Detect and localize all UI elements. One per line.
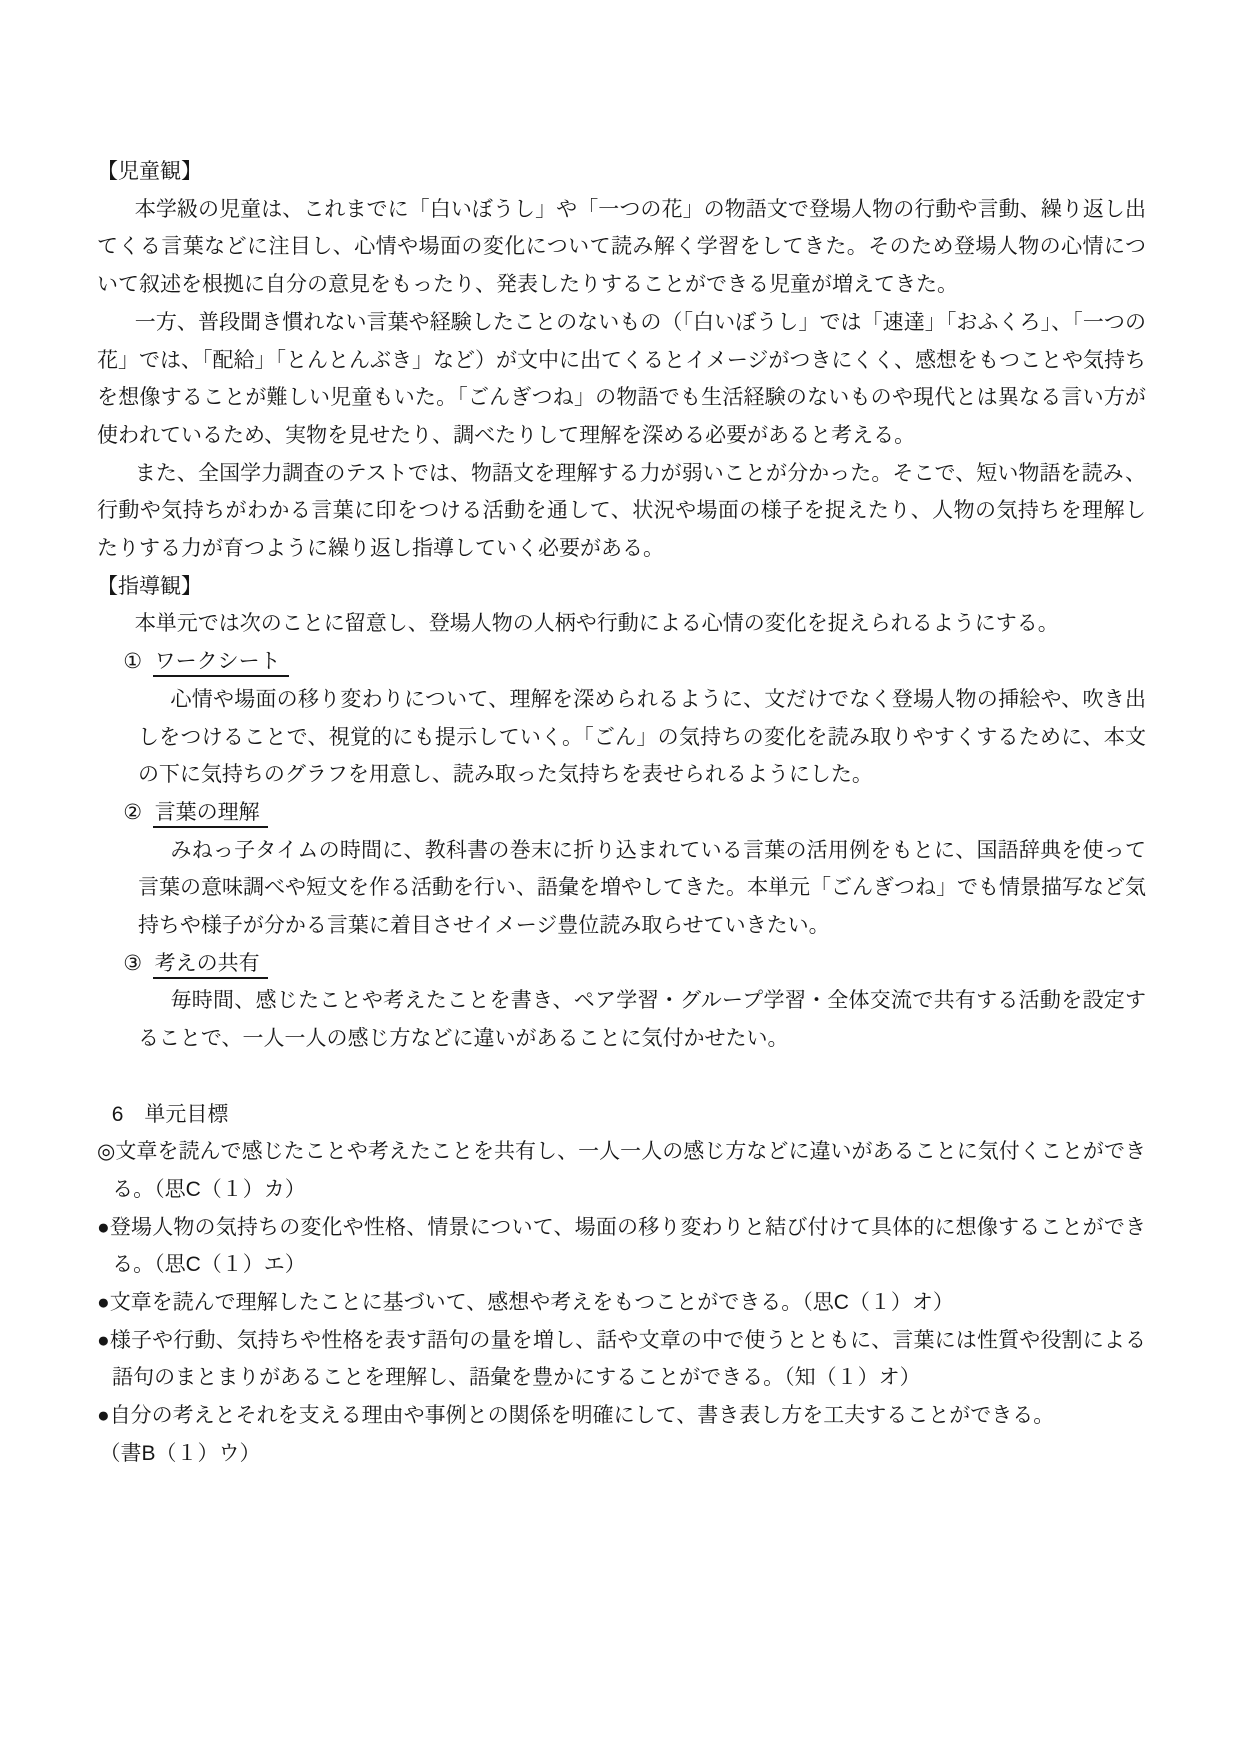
goal-item-5 xyxy=(97,1397,1146,1472)
goal-text: 登場人物の気持ちの変化や性格、情景について、場面の移り変わりと結び付けて具体的に想像することができる。（思C（１）エ） xyxy=(109,1215,1147,1277)
numbered-item-heading-2 xyxy=(123,794,1146,832)
goal-marker: ● xyxy=(97,1328,110,1352)
goals-heading: 6 単元目標 xyxy=(111,1102,229,1126)
goal-code: （書B（１）ウ） xyxy=(99,1441,261,1465)
paragraph-jidokan-1: 本学級の児童は、これまでに「白いぼうし」や「一つの花」の物語文で登場人物の行動や言動、繰り返し出てくる言葉などに注目し、心情や場面の変化について読み解く学習をしてきた。そのため登場人物の心情について叙述を根拠に自分の意見をもったり、発表したりすることができる児童が増えてきた。 xyxy=(97,197,1146,297)
goal-text: 自分の考えとそれを支える理由や事例との関係を明確にして、書き表し方を工夫することができる。 xyxy=(109,1404,1055,1428)
item-number: ① xyxy=(123,650,143,674)
item-paragraph-3: 毎時間、感じたことや考えたことを書き、ペア学習・グループ学習・全体交流で共有する活動を設定することで、一人一人の感じ方などに違いがあることに気付かせたい。 xyxy=(137,989,1146,1051)
numbered-item-heading-3 xyxy=(123,945,1146,983)
paragraph-jidokan-3: また、全国学力調査のテストでは、物語文を理解する力が弱いことが分かった。そこで、短い物語を読み、行動や気持ちがわかる言葉に印をつける活動を通して、状況や場面の様子を捉えたり、人物の気持ちを理解したりする力が育つように繰り返し指導していく必要がある。 xyxy=(97,461,1146,561)
item-number: ② xyxy=(123,800,143,824)
item-number: ③ xyxy=(123,951,143,975)
goal-marker: ● xyxy=(97,1215,110,1239)
paragraph-shidokan-intro: 本単元では次のことに留意し、登場人物の人柄や行動による心情の変化を捉えられるようにする。 xyxy=(134,612,1059,636)
goal-text: 文章を読んで理解したことに基づいて、感想や考えをもつことができる。（思C（１）オ） xyxy=(109,1291,954,1315)
section-heading-jidokan: 【児童観】 xyxy=(97,160,202,183)
goal-marker: ● xyxy=(97,1404,110,1428)
item-title: 言葉の理解 xyxy=(153,801,268,828)
goal-item-3 xyxy=(97,1284,1146,1322)
section-heading-shidokan: 【指導観】 xyxy=(97,574,202,598)
item-title: ワークシート xyxy=(153,650,289,677)
numbered-item-heading-1 xyxy=(123,643,1146,681)
goal-marker: ● xyxy=(97,1291,110,1315)
item-title: 考えの共有 xyxy=(153,952,268,979)
goal-marker: ◎ xyxy=(97,1140,116,1164)
item-paragraph-1: 心情や場面の移り変わりについて、理解を深められるように、文だけでなく登場人物の挿絵や、吹き出しをつけることで、視覚的にも提示していく。「ごん」の気持ちの変化を読み取りやすくするために、本文の下に気持ちのグラフを用意し、読み取った気持ちを表せられるようにした。 xyxy=(137,687,1146,787)
item-paragraph-2: みねっ子タイムの時間に、教科書の巻末に折り込まれている言葉の活用例をもとに、国語辞典を使って言葉の意味調べや短文を作る活動を行い、語彙を増やしてきた。本単元「ごんぎつね」でも情景描写など気持ちや様子が分かる言葉に着目させイメージ豊位読み取らせていきたい。 xyxy=(137,838,1146,938)
paragraph-jidokan-2: 一方、普段聞き慣れない言葉や経験したことのないもの（「白いぼうし」では「速達」「おふくろ」、「一つの花」では、「配給」「とんとんぶき」など）が文中に出てくるとイメージがつきにくく、感想をもつことや気持ちを想像することが難しい児童もいた。「ごんぎつね」の物語でも生活経験のないものや現代とは異なる言い方が使われているため、実物を見せたり、調べたりして理解を深める必要があると考える。 xyxy=(97,310,1146,447)
goal-item-4 xyxy=(97,1322,1146,1397)
goal-text: 文章を読んで感じたことや考えたことを共有し、一人一人の感じ方などに違いがあることに気付くことができる。（思C（１）カ） xyxy=(112,1140,1146,1201)
goal-text: 様子や行動、気持ちや性格を表す語句の量を増し、話や文章の中で使うとともに、言葉には性質や役割による語句のまとまりがあることを理解し、語彙を豊かにすることができる。（知（１）オ） xyxy=(109,1328,1147,1390)
goal-item-2 xyxy=(97,1209,1146,1284)
goal-item-1 xyxy=(97,1133,1146,1208)
